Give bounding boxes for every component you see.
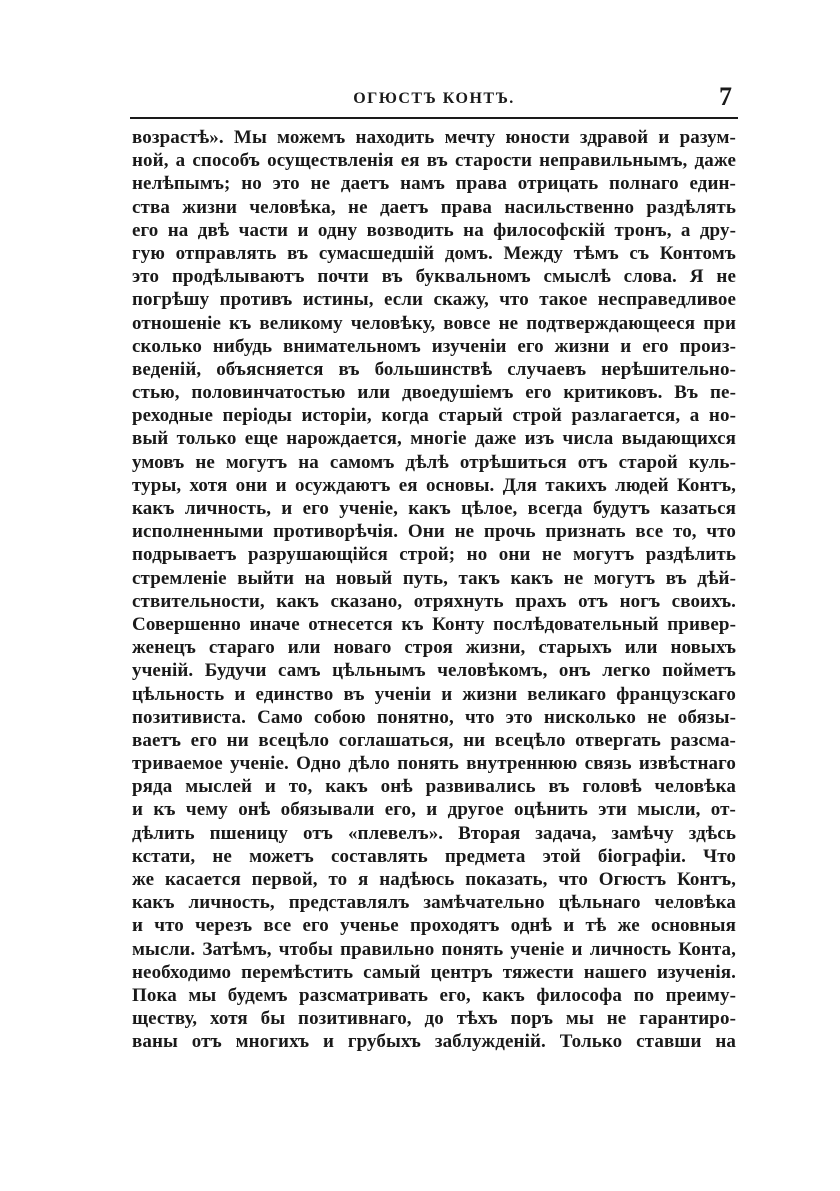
text-line: ряда мыслей и то, какъ онѣ развивались въ головѣ человѣка bbox=[132, 776, 736, 798]
text-line: веденій, объясняется въ большинствѣ случаевъ нерѣшительно- bbox=[132, 358, 736, 380]
text-line: туры, хотя они и осуждаютъ ея основы. Для такихъ людей Контъ, bbox=[132, 474, 736, 496]
text-line: стремленіе выйти на новый путь, такъ какъ не могутъ въ дѣй- bbox=[132, 567, 736, 589]
text-line: отношеніе къ великому человѣку, вовсе не подтверждающееся при bbox=[132, 312, 736, 334]
text-line: гую отправлять въ сумасшедшій домъ. Между тѣмъ съ Контомъ bbox=[132, 242, 736, 264]
text-line: реходные періоды исторіи, когда старый строй разлагается, а но- bbox=[132, 405, 736, 427]
text-line: же касается первой, то я надѣюсь показать, что Огюстъ Контъ, bbox=[132, 869, 736, 890]
text-line: ученій. Будучи самъ цѣльнымъ человѣкомъ, онъ легко пойметъ bbox=[132, 660, 736, 682]
text-line: Пока мы будемъ разсматривать его, какъ философа по преиму- bbox=[132, 984, 736, 1006]
text-line: какъ личность, представлялъ замѣчательно цѣльнаго человѣка bbox=[132, 892, 736, 914]
text-line: и что черезъ все его ученье проходятъ однѣ и тѣ же основныя bbox=[132, 915, 736, 937]
text-line: ваны отъ многихъ и грубыхъ заблужденій. Только ставши на bbox=[132, 1031, 736, 1053]
text-line: ствительности, какъ сказано, отряхнуть прахъ отъ ногъ своихъ. bbox=[132, 590, 736, 612]
text-line: нелѣпымъ; но это не даетъ намъ права отрицать полнаго един- bbox=[132, 173, 736, 195]
text-line: необходимо перемѣстить самый центръ тяжести нашего изученія. bbox=[132, 961, 736, 983]
text-line: Совершенно иначе отнесется къ Конту послѣдовательный привер- bbox=[132, 613, 736, 635]
text-line: его на двѣ части и одну возводить на философскій тронъ, а дру- bbox=[132, 219, 736, 241]
text-line: какъ личность, и его ученіе, какъ цѣлое, всегда будутъ казаться bbox=[132, 498, 736, 519]
text-line: ществу, хотя бы позитивнаго, до тѣхъ поръ мы не гарантиро- bbox=[132, 1008, 736, 1030]
header-rule bbox=[130, 117, 738, 119]
text-line: вый только еще нарождается, многіе даже изъ числа выдающихся bbox=[132, 428, 736, 450]
text-line: это продѣлываютъ почти въ буквальномъ смыслѣ слова. Я не bbox=[132, 266, 736, 288]
text-line: цѣльность и единство въ ученіи и жизни великаго французскаго bbox=[132, 683, 736, 705]
text-line: ваетъ его ни всецѣло соглашаться, ни всецѣло отвергать разсма- bbox=[132, 729, 736, 751]
text-line: ства жизни человѣка, не даетъ права насильственно раздѣлять bbox=[132, 196, 736, 218]
text-line: женецъ стараго или новаго строя жизни, старыхъ или новыхъ bbox=[132, 637, 736, 659]
text-line: кстати, не можетъ составлять предмета этой біографіи. Что bbox=[132, 845, 736, 867]
text-line: позитивиста. Само собою понятно, что это нисколько не обязы- bbox=[132, 706, 736, 728]
body-text bbox=[132, 126, 736, 1054]
running-title: ОГЮСТЪ КОНТЪ. bbox=[353, 90, 515, 107]
page-number: 7 bbox=[719, 82, 732, 111]
running-head bbox=[132, 82, 736, 114]
text-line: подрываетъ разрушающійся строй; но они не могутъ раздѣлить bbox=[132, 544, 736, 566]
text-line: дѣлить пшеницу отъ «плевелъ». Вторая задача, замѣчу здѣсь bbox=[132, 822, 736, 844]
text-line: возрастѣ». Мы можемъ находить мечту юности здравой и разум- bbox=[132, 127, 736, 148]
text-line: стью, половинчатостью или двоедушіемъ его критиковъ. Въ пе- bbox=[132, 382, 736, 404]
text-line: ной, а способъ осуществленія ея въ старости неправильнымъ, даже bbox=[132, 150, 736, 172]
text-line: триваемое ученіе. Одно дѣло понять внутреннюю связь извѣстнаго bbox=[132, 753, 736, 775]
text-line: умовъ не могутъ на самомъ дѣлѣ отрѣшиться отъ старой куль- bbox=[132, 451, 736, 473]
text-line: погрѣшу противъ истины, если скажу, что такое несправедливое bbox=[132, 289, 736, 311]
text-line: мысли. Затѣмъ, чтобы правильно понять ученіе и личность Конта, bbox=[132, 938, 736, 960]
text-line: исполненными противорѣчія. Они не прочь признать все то, что bbox=[132, 521, 736, 543]
text-line: сколько нибудь внимательномъ изученіи его жизни и его произ- bbox=[132, 335, 736, 357]
text-line: и къ чему онѣ обязывали его, и другое оцѣнить эти мысли, от- bbox=[132, 799, 736, 821]
